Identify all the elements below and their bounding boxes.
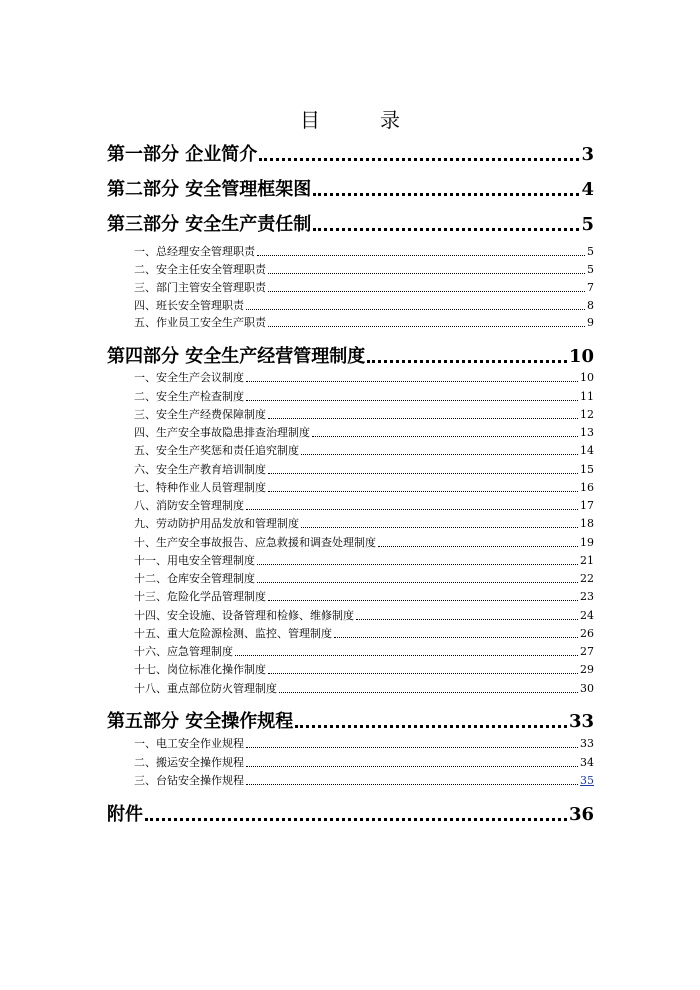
toc-entry[interactable] [134,297,594,313]
dot-leader [268,491,578,492]
toc-entry-page-number: 9 [587,316,594,329]
toc-entry-page-number: 12 [580,408,594,421]
toc-entry[interactable] [134,479,594,495]
toc-entry-page-number: 16 [580,481,594,494]
toc-entry-page-number: 24 [580,609,594,622]
toc-entry[interactable] [134,607,594,623]
toc-entry[interactable] [134,680,594,696]
dot-leader [268,273,585,274]
toc-entry-page-number: 10 [568,346,594,367]
dot-leader [295,725,567,728]
toc-entry[interactable] [134,243,594,259]
toc-title-left: 目 [300,108,320,132]
toc-entry[interactable] [107,342,594,368]
toc-entry[interactable] [134,643,594,659]
toc-entry-page-number: 30 [580,682,594,695]
dot-leader [246,381,578,382]
dot-leader [268,326,585,327]
toc-entry[interactable] [134,261,594,277]
toc-entry-label: 五、安全生产奖惩和责任追究制度 [134,444,299,457]
dot-leader [313,228,579,231]
toc-entry-page-number: 11 [580,390,594,403]
toc-entry-page-number: 5 [587,263,594,276]
toc-entry-page-number: 26 [580,627,594,640]
toc-entry[interactable] [134,442,594,458]
toc-entry[interactable] [134,369,594,385]
toc-entry-label: 九、劳动防护用品发放和管理制度 [134,517,299,530]
dot-leader [246,747,578,748]
toc-entry-page-number: 5 [581,214,594,235]
toc-entry-label: 十三、危险化学品管理制度 [134,590,266,603]
dot-leader [301,527,578,528]
toc-entry[interactable] [134,461,594,477]
toc-entry-page-number: 27 [580,645,594,658]
toc-entry[interactable] [107,140,594,166]
toc-entry[interactable] [134,661,594,677]
toc-entry-label: 十五、重大危险源检测、监控、管理制度 [134,627,332,640]
toc-entry-label: 第三部分 安全生产责任制 [107,214,312,235]
dot-leader [312,436,578,437]
dot-leader [145,818,567,821]
toc-entry-page-number: 10 [580,371,594,384]
toc-entry-page-number: 21 [580,554,594,567]
toc-entry-page-number: 29 [580,663,594,676]
toc-title [0,104,700,133]
toc-entry[interactable] [107,175,594,201]
dot-leader [313,193,579,196]
toc-entry[interactable] [134,534,594,550]
toc-entry-label: 二、安全生产检查制度 [134,390,244,403]
toc-entry-label: 二、搬运安全操作规程 [134,756,244,769]
toc-entry-page-number: 33 [568,711,594,732]
toc-entry-page-number[interactable]: 35 [580,774,594,787]
toc-entry-label: 十二、仓库安全管理制度 [134,572,255,585]
toc-entry-label: 十六、应急管理制度 [134,645,233,658]
toc-entry-label: 十、生产安全事故报告、应急救援和调查处理制度 [134,536,376,549]
dot-leader [268,600,578,601]
toc-entry-page-number: 15 [580,463,594,476]
toc-entry-page-number: 23 [580,590,594,603]
toc-entry[interactable] [107,210,594,236]
dot-leader [246,766,578,767]
toc-entry-label: 四、生产安全事故隐患排查治理制度 [134,426,310,439]
toc-entry-page-number: 3 [581,144,594,165]
toc-entry-label: 四、班长安全管理职责 [134,299,244,312]
toc-entry-label: 十四、安全设施、设备管理和检修、维修制度 [134,609,354,622]
dot-leader [356,619,578,620]
dot-leader [257,582,578,583]
dot-leader [246,784,578,785]
toc-entry-label: 第一部分 企业简介 [107,144,258,165]
dot-leader [367,360,567,363]
dot-leader [268,291,585,292]
toc-entry[interactable] [107,707,594,733]
dot-leader [257,564,578,565]
dot-leader [301,454,578,455]
toc-entry[interactable] [134,279,594,295]
toc-entry-page-number: 13 [580,426,594,439]
toc-entry[interactable] [134,552,594,568]
toc-entry-label: 五、作业员工安全生产职责 [134,316,266,329]
toc-entry[interactable] [134,625,594,641]
toc-entry-label: 第五部分 安全操作规程 [107,711,294,732]
toc-entry-label: 三、安全生产经费保障制度 [134,408,266,421]
toc-entry-page-number: 8 [587,299,594,312]
toc-entry-label: 八、消防安全管理制度 [134,499,244,512]
toc-entry-label: 三、台钻安全操作规程 [134,774,244,787]
toc-entry-label: 二、安全主任安全管理职责 [134,263,266,276]
toc-entry-label: 十七、岗位标准化操作制度 [134,663,266,676]
toc-entry[interactable] [134,754,594,770]
toc-entry[interactable] [134,515,594,531]
toc-entry[interactable] [134,570,594,586]
dot-leader [268,473,578,474]
dot-leader [246,309,585,310]
toc-entry-page-number: 33 [580,737,594,750]
dot-leader [378,546,578,547]
toc-entry-label: 一、电工安全作业规程 [134,737,244,750]
toc-entry[interactable] [134,772,594,788]
toc-entry-page-number: 22 [580,572,594,585]
dot-leader [268,418,578,419]
dot-leader [268,673,578,674]
toc-entry-label: 七、特种作业人员管理制度 [134,481,266,494]
toc-entry[interactable] [134,314,594,330]
toc-entry-label: 十八、重点部位防火管理制度 [134,682,277,695]
toc-entry[interactable] [134,388,594,404]
toc-title-right: 录 [380,108,400,132]
toc-entry-label: 附件 [107,804,143,825]
dot-leader [257,255,585,256]
toc-entry-label: 第二部分 安全管理框架图 [107,179,312,200]
toc-entry-page-number: 7 [587,281,594,294]
toc-entry-label: 一、总经理安全管理职责 [134,245,255,258]
toc-entry-page-number: 5 [587,245,594,258]
toc-entry-page-number: 36 [568,804,594,825]
toc-entry[interactable] [134,424,594,440]
toc-entry-page-number: 34 [580,756,594,769]
toc-entry-page-number: 19 [580,536,594,549]
toc-entry[interactable] [134,497,594,513]
toc-entry-label: 三、部门主管安全管理职责 [134,281,266,294]
toc-entry[interactable] [134,588,594,604]
toc-entry[interactable] [107,800,594,826]
toc-entry-page-number: 18 [580,517,594,530]
toc-entry-page-number: 4 [581,179,594,200]
toc-entry-label: 第四部分 安全生产经营管理制度 [107,346,366,367]
toc-entry[interactable] [134,406,594,422]
dot-leader [246,400,578,401]
toc-entry-page-number: 17 [580,499,594,512]
dot-leader [259,158,579,161]
toc-entry-label: 十一、用电安全管理制度 [134,554,255,567]
dot-leader [279,692,578,693]
toc-entry[interactable] [134,735,594,751]
toc-entry-label: 六、安全生产教育培训制度 [134,463,266,476]
toc-entry-page-number: 14 [580,444,594,457]
dot-leader [246,509,578,510]
toc-entry-label: 一、安全生产会议制度 [134,371,244,384]
dot-leader [334,637,578,638]
dot-leader [235,655,578,656]
